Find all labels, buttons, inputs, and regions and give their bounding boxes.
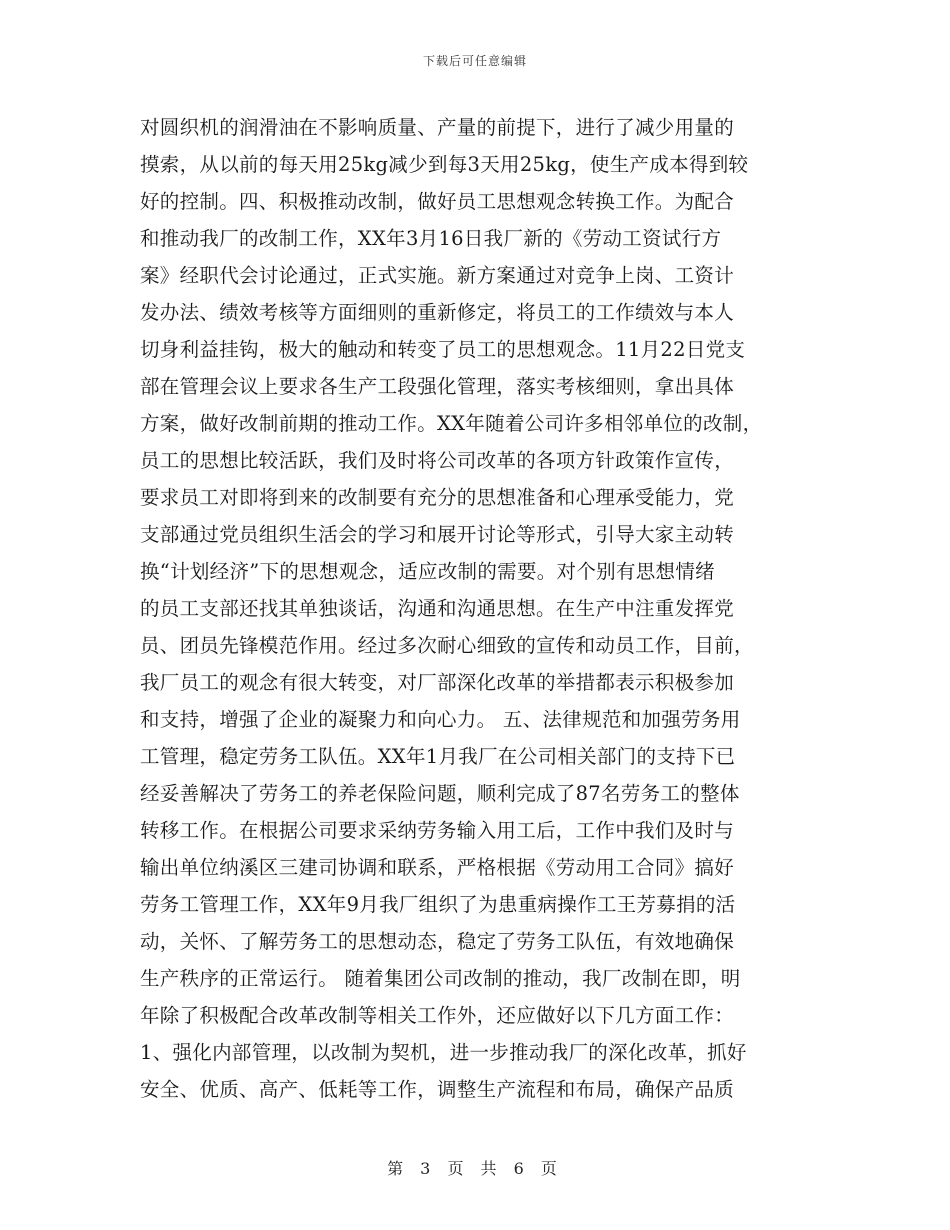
text-line: 换“计划经济”下的思想观念，适应改制的需要。对个别有思想情绪	[140, 560, 715, 583]
text-line: 工管理，稳定劳务工队伍。XX年1月我厂在公司相关部门的支持下已	[140, 745, 736, 768]
text-line: 输出单位纳溪区三建司协调和联系，严格根据《劳动用工合同》搞好	[140, 856, 735, 879]
text-line: 方案，做好改制前期的推动工作。XX年随着公司许多相邻单位的改制，	[140, 412, 763, 435]
text-line: 年除了积极配合改革改制等相关工作外，还应做好以下几方面工作：	[140, 1004, 735, 1027]
text-line: 员工的思想比较活跃，我们及时将公司改革的各项方针政策作宣传，	[140, 449, 735, 472]
text-line: 对圆织机的润滑油在不影响质量、产量的前提下，进行了减少用量的	[140, 116, 735, 139]
text-line: 1、强化内部管理，以改制为契机，进一步推动我厂的深化改革，抓好	[140, 1041, 747, 1064]
text-line: 员、团员先锋模范作用。经过多次耐心细致的宣传和动员工作，目前，	[140, 634, 754, 657]
body-text	[140, 109, 812, 1108]
text-line: 部在管理会议上要求各生产工段强化管理，落实考核细则，拿出具体	[140, 375, 735, 398]
text-line: 案》经职代会讨论通过，正式实施。新方案通过对竞争上岗、工资计	[140, 264, 735, 287]
text-line: 我厂员工的观念有很大转变，对厂部深化改革的举措都表示积极参加	[140, 671, 735, 694]
text-line: 摸索，从以前的每天用25kg减少到每3天用25kg，使生产成本得到较	[140, 153, 749, 176]
text-line: 的员工支部还找其单独谈话，沟通和沟通思想。在生产中注重发挥党	[140, 597, 735, 620]
text-line: 和推动我厂的改制工作，XX年3月16日我厂新的《劳动工资试行方	[140, 227, 722, 250]
text-line: 切身利益挂钩，极大的触动和转变了员工的思想观念。11月22日党支	[140, 338, 746, 361]
text-line: 和支持，增强了企业的凝聚力和向心力。 五、法律规范和加强劳务用	[140, 708, 741, 731]
text-line: 支部通过党员组织生活会的学习和展开讨论等形式，引导大家主动转	[140, 523, 735, 546]
text-line: 经妥善解决了劳务工的养老保险问题，顺利完成了87名劳务工的整体	[140, 782, 740, 805]
text-line: 好的控制。四、积极推动改制，做好员工思想观念转换工作。为配合	[140, 190, 735, 213]
page-number-footer: 第 3 页 共 6 页	[387, 1159, 563, 1178]
text-line: 转移工作。在根据公司要求采纳劳务输入用工后，工作中我们及时与	[140, 819, 735, 842]
page-header: 下载后可任意编辑	[422, 54, 527, 68]
text-line: 要求员工对即将到来的改制要有充分的思想准备和心理承受能力，党	[140, 486, 735, 509]
text-line: 安全、优质、高产、低耗等工作，调整生产流程和布局，确保产品质	[140, 1078, 735, 1101]
text-line: 劳务工管理工作，XX年9月我厂组织了为患重病操作工王芳募捐的活	[140, 893, 736, 916]
text-line: 动，关怀、了解劳务工的思想动态，稳定了劳务工队伍，有效地确保	[140, 930, 735, 953]
text-line: 发办法、绩效考核等方面细则的重新修定，将员工的工作绩效与本人	[140, 301, 735, 324]
text-line: 生产秩序的正常运行。 随着集团公司改制的推动，我厂改制在即，明	[140, 967, 741, 990]
